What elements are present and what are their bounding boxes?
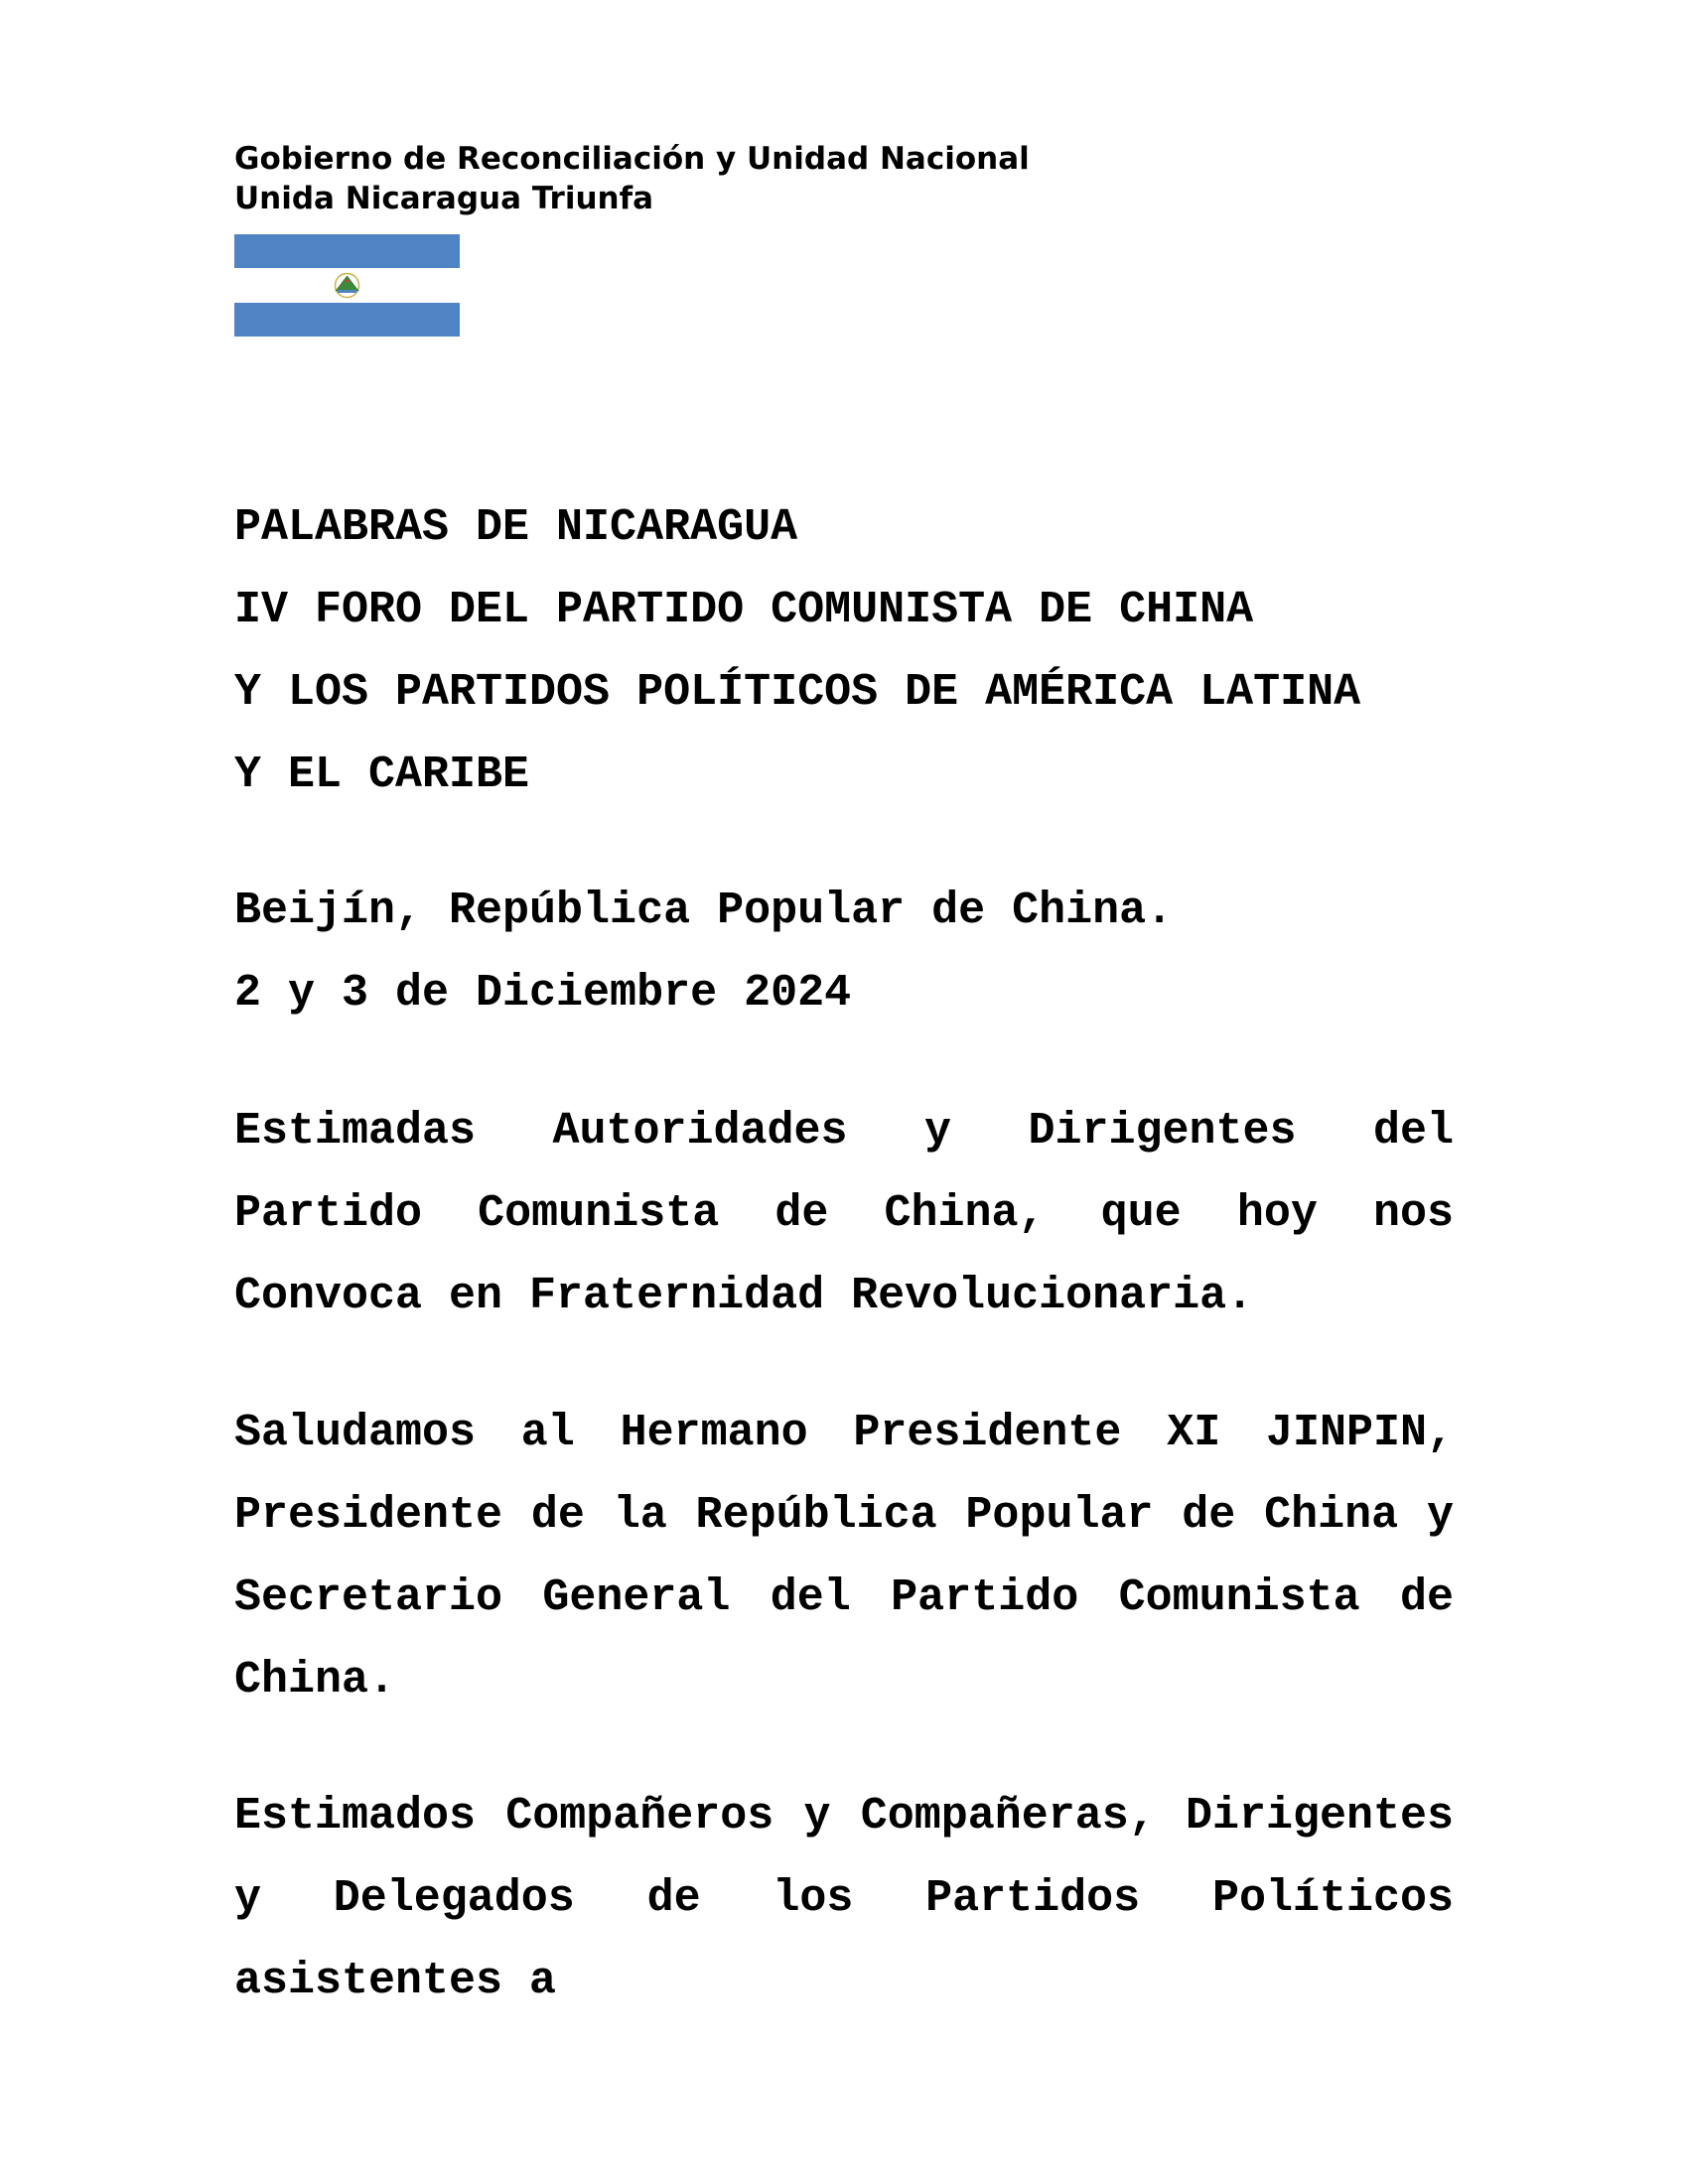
letterhead xyxy=(234,139,1030,218)
date-line: 2 y 3 de Diciembre 2024 xyxy=(234,968,852,1019)
paragraph-greeting-president: Saludamos al Hermano Presidente XI JINPIN, Presidente de la República Popular de China y Secretario General del Partido Comunista de China. xyxy=(234,1408,1454,1706)
nicaragua-flag-icon xyxy=(234,234,460,337)
government-slogan: Unida Nicaragua Triunfa xyxy=(234,181,654,216)
speech-title xyxy=(234,486,1454,816)
title-line-3: Y LOS PARTIDOS POLÍTICOS DE AMÉRICA LATINA xyxy=(234,667,1361,718)
government-name: Gobierno de Reconciliación y Unidad Nacional xyxy=(234,141,1030,177)
paragraph-greeting-delegates: Estimados Compañeros y Compañeras, Dirigentes y Delegados de los Partidos Políticos asistentes a xyxy=(234,1791,1454,2006)
title-line-4: Y EL CARIBE xyxy=(234,750,530,800)
title-line-2: IV FORO DEL PARTIDO COMUNISTA DE CHINA xyxy=(234,585,1254,635)
location-line: Beijín, República Popular de China. xyxy=(234,886,1174,936)
place-and-date xyxy=(234,870,1454,1034)
paragraph-greeting-authorities: Estimadas Autoridades y Dirigentes del Partido Comunista de China, que hoy nos Convoca en Fraternidad Revolucionaria. xyxy=(234,1106,1454,1321)
title-line-1: PALABRAS DE NICARAGUA xyxy=(234,502,798,553)
